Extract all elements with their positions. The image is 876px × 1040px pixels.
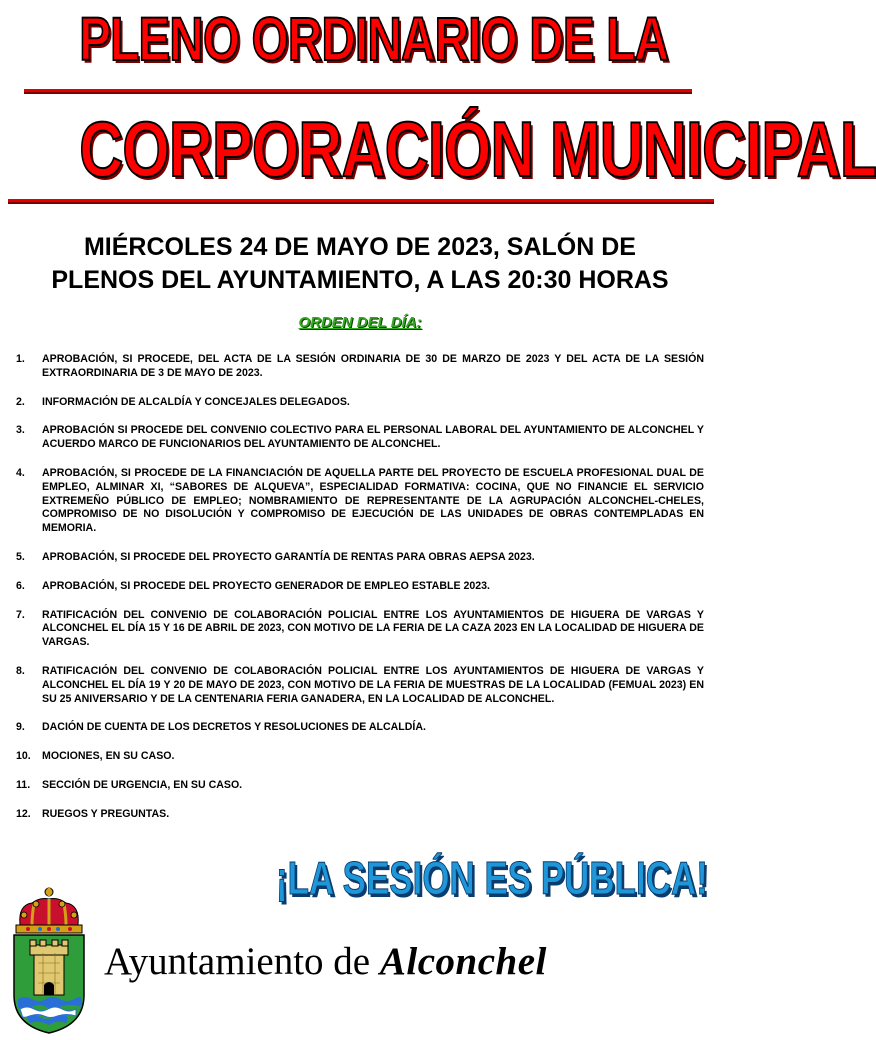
agenda-item-text: SECCIÓN DE URGENCIA, EN SU CASO. xyxy=(42,778,243,791)
agenda-list xyxy=(16,353,704,837)
agenda-item xyxy=(16,721,704,735)
agenda-item-number: 10. xyxy=(16,750,31,763)
session-details xyxy=(0,231,720,297)
agenda-item-number: 4. xyxy=(16,466,25,479)
agenda-item-text: APROBACIÓN, SI PROCEDE, DEL ACTA DE LA SESIÓN ORDINARIA DE 30 DE MARZO DE 2023 Y DEL ACTA DE LA SESIÓN EXTRAORDINARIA DE 3 DE MAYO DE 2023. xyxy=(42,353,704,379)
agenda-item-number: 2. xyxy=(16,395,25,408)
title-rule-2 xyxy=(8,199,714,204)
agenda-item-text: RATIFICACIÓN DEL CONVENIO DE COLABORACIÓN POLICIAL ENTRE LOS AYUNTAMIENTOS DE HIGUERA DE VARGAS Y ALCONCHEL EL DÍA 19 Y 20 DE MAYO DE 2023, CON MOTIVO DE LA FERIA DE MUESTRAS DE LA LOCALIDAD (FEMUAL 2023) EN SU 25 ANIVERSARIO Y DE LA CENTENARIA FERIA GANADERA, EN LA LOCALIDAD DE ALCONCHEL. xyxy=(42,664,704,705)
agenda-item xyxy=(16,808,704,822)
agenda-item xyxy=(16,467,704,536)
public-session-notice: ¡LA SESIÓN ES PÚBLICA! xyxy=(276,852,708,904)
agenda-item-number: 8. xyxy=(16,664,25,677)
agenda-item-text: APROBACIÓN, SI PROCEDE DE LA FINANCIACIÓN DE AQUELLA PARTE DEL PROYECTO DE ESCUELA PROFESIONAL DUAL DE EMPLEO, ALMINAR XI, “SABORES DE ALQUEVA”, ESPECIALIDAD FORMATIVA: COCINA, QUE NO FINANCIE EL SERVICIO EXTREMEÑO PÚBLICO DE EMPLEO; NOMBRAMIENTO DE REPRESENTANTE DE LA AGRUPACIÓN ALCONCHEL-CHELES, COMPROMISO DE NO DISOLUCIÓN Y COMPROMISO DE EJECUCIÓN DE LAS UNIDADES DE OBRAS CONTEMPLADAS EN MEMORIA. xyxy=(42,466,704,535)
agenda-item xyxy=(16,580,704,594)
agenda-item-number: 9. xyxy=(16,721,25,734)
agenda-item xyxy=(16,396,704,410)
agenda-item-text: APROBACIÓN, SI PROCEDE DEL PROYECTO GENERADOR DE EMPLEO ESTABLE 2023. xyxy=(42,579,490,592)
agenda-item-number: 7. xyxy=(16,608,25,621)
agenda-item-text: APROBACIÓN, SI PROCEDE DEL PROYECTO GARANTÍA DE RENTAS PARA OBRAS AEPSA 2023. xyxy=(42,550,535,563)
agenda-item-text: MOCIONES, EN SU CASO. xyxy=(42,750,175,763)
agenda-item xyxy=(16,779,704,793)
session-details-line-2: PLENOS DEL AYUNTAMIENTO, A LAS 20:30 HORAS xyxy=(51,266,669,294)
agenda-item xyxy=(16,424,704,452)
agenda-item xyxy=(16,353,704,381)
agenda-item-number: 3. xyxy=(16,424,25,437)
title-line-1: PLENO ORDINARIO DE LA xyxy=(79,5,669,73)
footer-municipality-name xyxy=(104,939,547,984)
title-line-2: CORPORACIÓN MUNICIPAL xyxy=(79,105,876,193)
session-details-line-1: MIÉRCOLES 24 DE MAYO DE 2023, SALÓN DE xyxy=(83,233,636,261)
agenda-item-number: 6. xyxy=(16,579,25,592)
agenda-item-text: DACIÓN DE CUENTA DE LOS DECRETOS Y RESOLUCIONES DE ALCALDÍA. xyxy=(42,721,426,734)
castle-icon xyxy=(30,940,68,995)
agenda-item xyxy=(16,665,704,706)
coat-of-arms-icon xyxy=(10,885,88,1035)
agenda-item-text: RATIFICACIÓN DEL CONVENIO DE COLABORACIÓN POLICIAL ENTRE LOS AYUNTAMIENTOS DE HIGUERA DE VARGAS Y ALCONCHEL EL DÍA 15 Y 16 DE ABRIL DE 2023, CON MOTIVO DE LA FERIA DE LA CAZA 2023 EN LA LOCALIDAD DE HIGUERA DE VARGAS. xyxy=(42,608,704,649)
footer-prefix: Ayuntamiento de xyxy=(104,940,380,983)
agenda-item-number: 12. xyxy=(16,807,31,820)
agenda-item xyxy=(16,551,704,565)
agenda-item-number: 1. xyxy=(16,353,25,365)
agenda-item-text: APROBACIÓN SI PROCEDE DEL CONVENIO COLECTIVO PARA EL PERSONAL LABORAL DEL AYUNTAMIENTO DE ALCONCHEL Y ACUERDO MARCO DE FUNCIONARIOS DEL AYUNTAMIENTO DE ALCONCHEL. xyxy=(42,424,704,451)
title-rule-1 xyxy=(24,89,692,94)
crown-icon xyxy=(16,888,82,933)
agenda-item-text: RUEGOS Y PREGUNTAS. xyxy=(42,807,170,820)
agenda-item-number: 5. xyxy=(16,550,25,563)
agenda-item-text: INFORMACIÓN DE ALCALDÍA Y CONCEJALES DELEGADOS. xyxy=(42,395,350,408)
footer-town-name: Alconchel xyxy=(379,940,547,983)
agenda-item-number: 11. xyxy=(16,778,31,791)
agenda-heading: ORDEN DEL DÍA: xyxy=(298,314,422,331)
agenda-item xyxy=(16,609,704,650)
agenda-item xyxy=(16,750,704,764)
